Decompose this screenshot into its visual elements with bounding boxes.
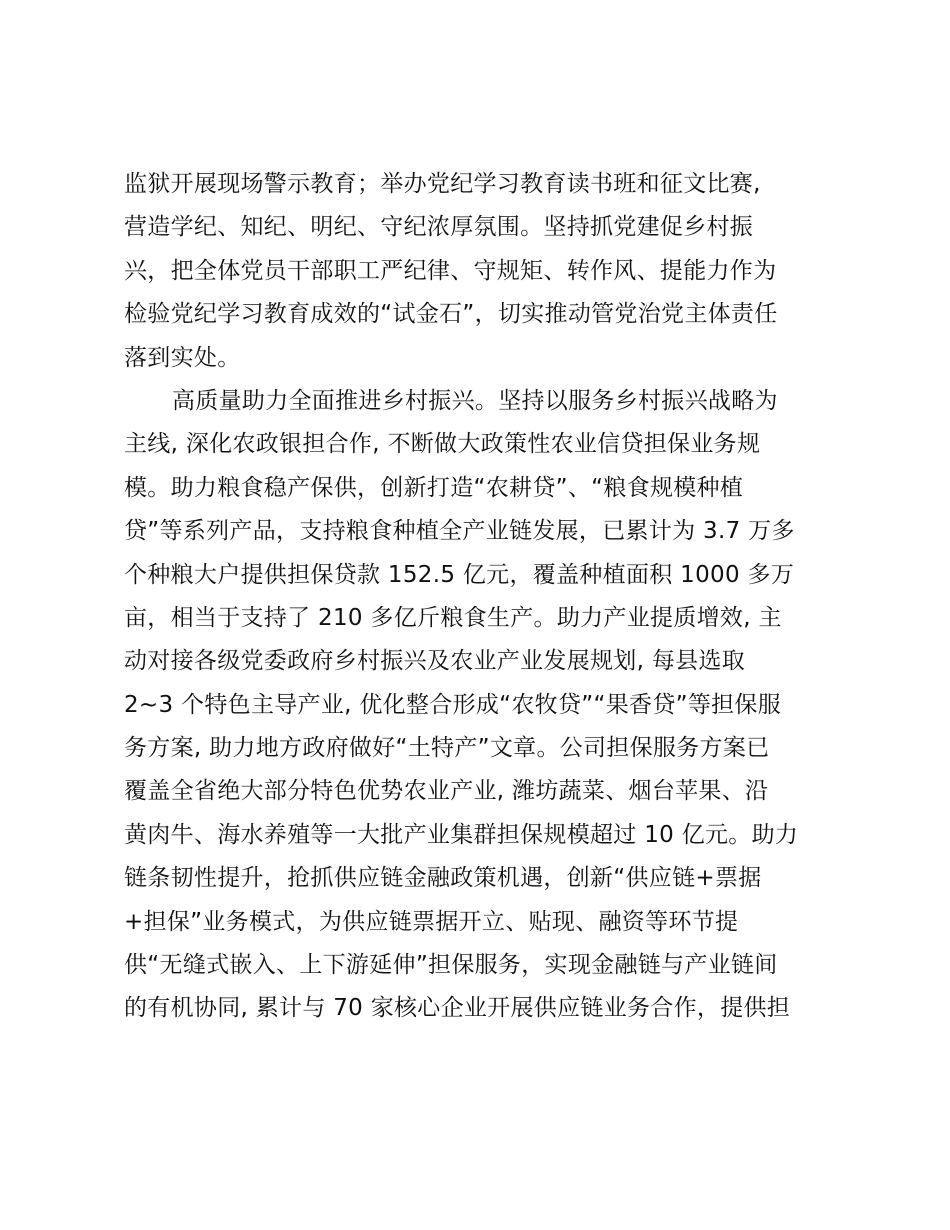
text-line: 亩，相当于支持了 210 多亿斤粮食生产。助力产业提质增效, 主 [124,604,782,631]
text-line: 供“无缝式嵌入、上下游延伸”担保服务，实现金融链与产业链间 [124,952,778,979]
text-line: 务方案, 助力地方政府做好“土特产”文章。公司担保服务方案已 [124,735,770,762]
text-line: 检验党纪学习教育成效的“试金石”，切实推动管党治党主体责任 [124,301,778,328]
text-line: 的有机协同, 累计与 70 家核心企业开展供应链业务合作，提供担 [124,995,791,1022]
paragraph-first-line: 高质量助力全面推进乡村振兴。坚持以服务乡村振兴战略为 [172,387,778,414]
body-text [124,163,844,1031]
text-line: 链条韧性提升，抢抓供应链金融政策机遇，创新“供应链+票据 [124,865,762,892]
text-line: 覆盖全省绝大部分特色优势农业产业, 潍坊蔬菜、烟台苹果、沿 [124,778,769,805]
text-line: 兴，把全体党员干部职工严纪律、守规矩、转作风、提能力作为 [124,257,777,284]
text-line: 落到实处。 [124,344,241,371]
text-line: 个种粮大户提供担保贷款 152.5 亿元，覆盖种植面积 1000 多万 [124,561,795,588]
text-line: 贷”等系列产品，支持粮食种植全产业链发展，已累计为 3.7 万多 [124,518,795,545]
text-line: 模。助力粮食稳产保供，创新打造“农耕贷”、“粮食规模种植 [124,474,744,501]
text-line: +担保”业务模式，为供应链票据开立、贴现、融资等环节提 [124,908,739,935]
text-line: 动对接各级党委政府乡村振兴及农业产业发展规划, 每县选取 [124,648,746,675]
text-line: 黄肉牛、海水养殖等一大批产业集群担保规模超过 10 亿元。助力 [124,821,799,848]
text-line: 监狱开展现场警示教育；举办党纪学习教育读书班和征文比赛, [124,171,761,197]
text-line: 主线, 深化农政银担合作, 不断做大政策性农业信贷担保业务规 [124,431,761,458]
text-line: 营造学纪、知纪、明纪、守纪浓厚氛围。坚持抓党建促乡村振 [124,214,754,241]
text-line: 2~3 个特色主导产业, 优化整合形成“农牧贷”“果香贷”等担保服 [124,691,782,718]
